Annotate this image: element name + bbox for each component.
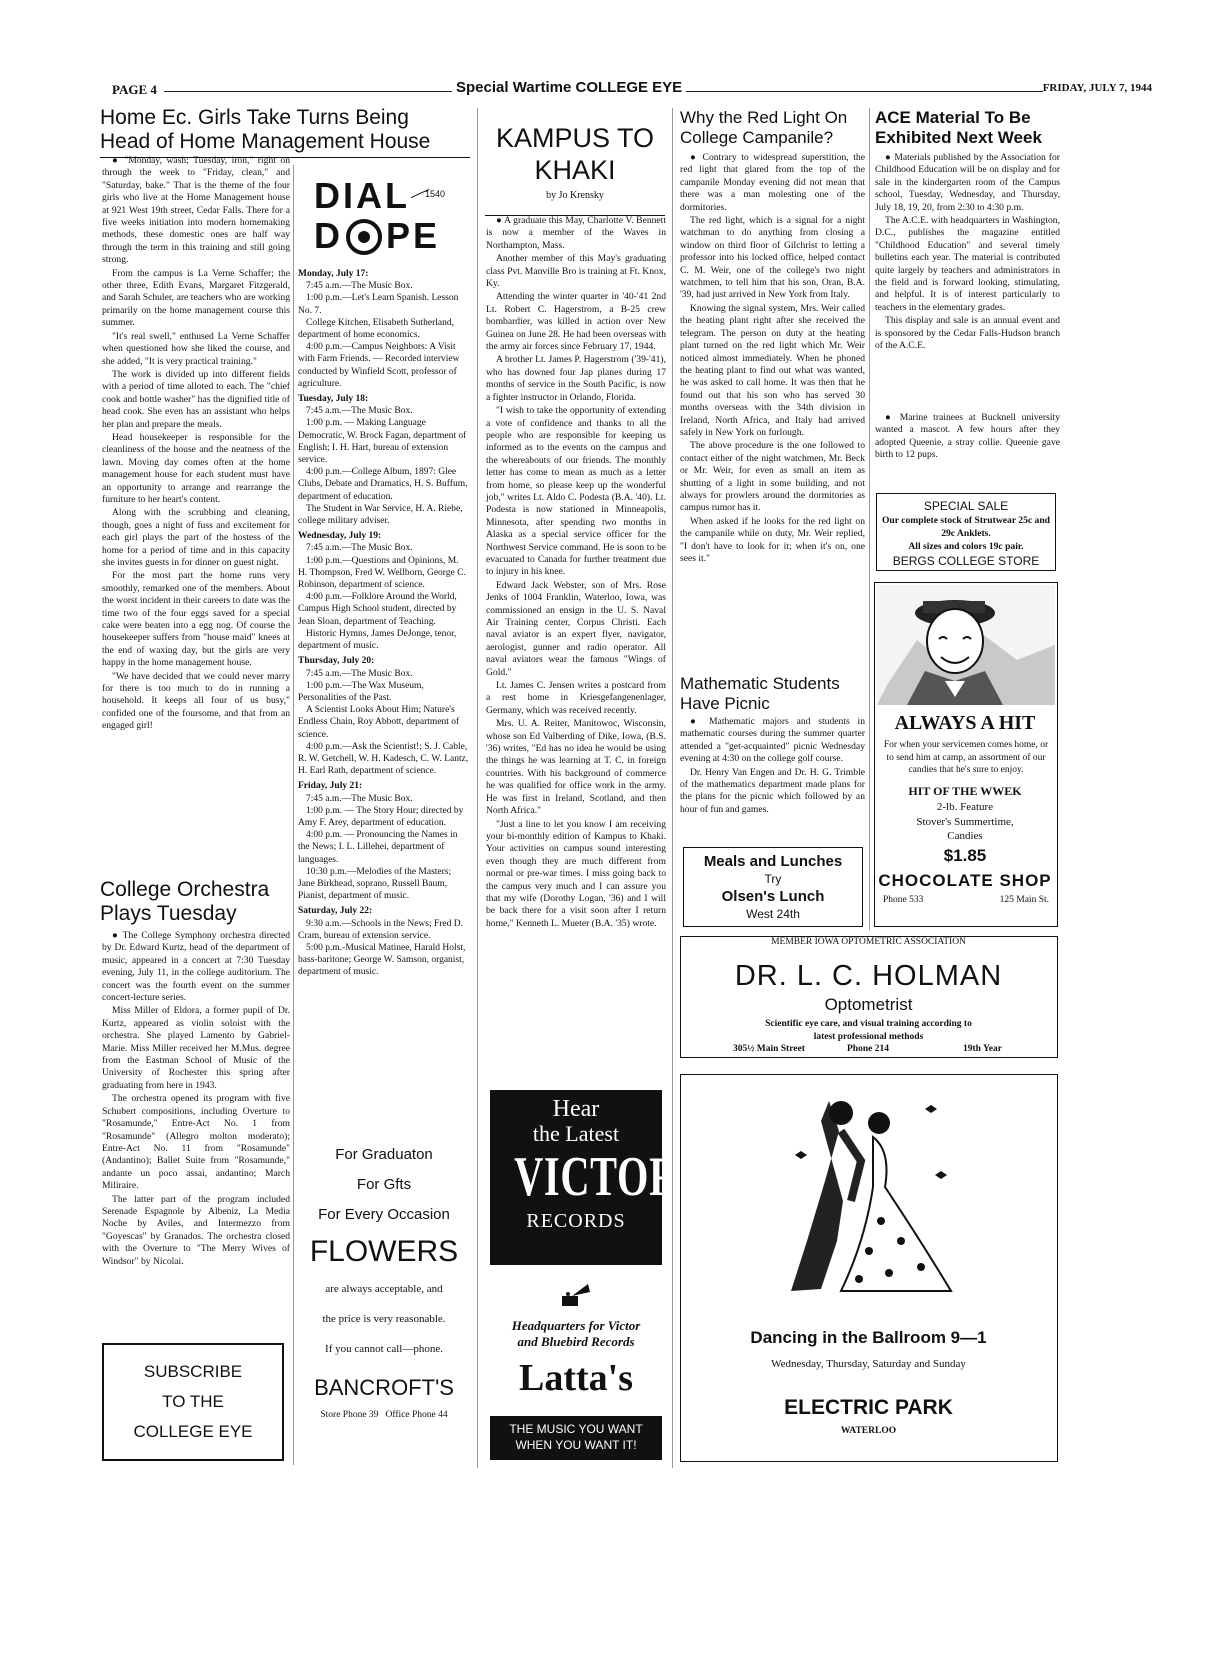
- electric-park-city: WATERLOO: [840, 1426, 897, 1436]
- schedule-item: 10:30 p.m.—Melodies of the Masters; Jane Birkhead, soprano, Russell Baum, Pianist, department of music.: [298, 866, 452, 902]
- ballroom-headline: Dancing in the Ballroom 9—1: [750, 1328, 987, 1347]
- chocolate-shop-address: 125 Main St.: [999, 895, 1049, 905]
- flowers-ad: [298, 1110, 470, 1422]
- picnic-headline: [680, 674, 865, 714]
- hit-feature: 2-lb. Feature: [936, 801, 994, 813]
- holman-ad: [680, 936, 1058, 1058]
- chocolate-shop-phone: Phone 533: [883, 895, 924, 905]
- soldier-illustration: [877, 585, 1055, 705]
- sale-title: SPECIAL SALE: [923, 499, 1009, 513]
- hit-candy: Candies: [947, 830, 983, 842]
- victor-slogan: [490, 1416, 662, 1460]
- ace-paragraph: ● Materials published by the Association for Childhood Education will be on display and for sale in the kindergarten room of the Campus school, Tuesday, Wednesday, and Thursday, July 18, 19, 20, from 2:30 to 4:30 p.m.: [875, 152, 1060, 213]
- meals-store-name: Olsen's Lunch: [721, 888, 825, 905]
- kampus-paragraph: Edward Jack Webster, son of Mrs. Rose Jenks of 1004 Franklin, Waterloo, Iowa, was commissioned an ensign in the U. S. Naval Air Training center, Corpus Christi. Each naval aviator is an expert flyer, navigator, aerologist, gunner and radio operator. All naval aviators wear the famous "Wings of Gold.": [486, 579, 666, 678]
- flowers-title: FLOWERS: [309, 1235, 459, 1268]
- schedule-item: 7:45 a.m.—The Music Box.: [306, 543, 413, 554]
- holman-member: MEMBER IOWA OPTOMETRIC ASSOCIATION: [771, 937, 966, 947]
- flowers-line: If you cannot call—phone.: [325, 1343, 443, 1355]
- orchestra-headline-line2: Plays Tuesday: [100, 901, 237, 925]
- orchestra-paragraph: Miss Miller of Eldora, a former pupil of Dr. Kurtz, appeared as violin soloist with the orchestra. She played Lamento by Gabriel-Marie. Miss Miller received her M.Mus. degree from the Eastman School of Music of the University of Rochester this spring after graduating from here in 1943.: [102, 1005, 290, 1091]
- schedule-item: 1:00 p.m.—Let's Learn Spanish. Lesson No. 7.: [298, 293, 459, 316]
- schedule-day: Tuesday, July 18:: [298, 394, 369, 405]
- ace-headline-line2: Exhibited Next Week: [875, 128, 1042, 147]
- schedule-item: 1:00 p.m. — The Story Hour; directed by Amy F. Arey, department of education.: [298, 805, 464, 828]
- kampus-byline: by Jo Krensky: [546, 190, 604, 201]
- kampus-title: KHAKI: [534, 155, 616, 185]
- page-number: PAGE 4: [112, 82, 157, 97]
- orchestra-headline-line1: College Orchestra: [100, 878, 270, 901]
- redlight-paragraph: ● Contrary to widespread superstition, the red light that glared from the top of the campanile Monday evening did not mean that there was a man molesting one of the dormitories.: [680, 152, 865, 213]
- kampus-paragraph: Another member of this May's graduating class Pvt. Manville Bro is training at Ft. Knox, Ky.: [486, 253, 666, 290]
- schedule-item: 9:30 a.m.—Schools in the News; Fred D. Cram, bureau of extension service.: [298, 918, 464, 941]
- meals-line: Meals and Lunches: [703, 853, 843, 870]
- flowers-line: the price is very reasonable.: [322, 1313, 446, 1325]
- flowers-store-name: BANCROFT'S: [314, 1375, 454, 1400]
- picnic-headline-line2: Have Picnic: [680, 694, 770, 713]
- victor-slogan-line: WHEN YOU WANT IT!: [515, 1438, 637, 1452]
- schedule-item: 7:45 a.m.—The Music Box.: [306, 281, 413, 292]
- kampus-paragraph: ● A graduate this May, Charlotte V. Bennett is now a member of the Waves in Northampton, Mass.: [486, 215, 666, 251]
- homeec-headline-line1: Home Ec. Girls Take Turns Being: [100, 106, 409, 129]
- subscribe-line: COLLEGE EYE: [133, 1422, 253, 1441]
- victor-line: Hear: [552, 1096, 600, 1122]
- schedule-item: College Kitchen, Elisabeth Sutherland, department of home economics.: [298, 317, 455, 341]
- homeec-paragraph: For the most part the home runs very smoothly, remarked one of the members. About the worst incident in their careers to date was the time two of the four eggs saved for a special cake were beaten into a egg nog. Of course the housekeeper suffers from "house maid" knees at the end of waxing day, but the girls are very happy in the home management house.: [102, 570, 290, 669]
- redlight-headline: [680, 108, 865, 148]
- redlight-paragraph: Knowing the signal system, Mrs. Weir called the heating plant right after she received the telegram. The person on duty at the heating plant turned on the red light which Mr. Weir noticed almost immediately. When he phoned the heating plant to find out what was wanted, he was asked to call home. It was then that he found out that his son who has served 30 months overseas with the 34th division in Ireland, North Africa, and Italy had arrived safely in New York on furlough.: [680, 302, 865, 438]
- hit-headline: ALWAYS A HIT: [894, 712, 1036, 734]
- dial-logo-letter: D: [314, 215, 340, 256]
- kampus-paragraph: Lt. James C. Jensen writes a postcard from a rest home in Kriesgefangenenlager, Germany, which was received recently.: [486, 680, 666, 716]
- flowers-line: For Every Occasion: [318, 1206, 450, 1223]
- hit-candy: Stover's Summertime,: [916, 816, 1014, 828]
- victor-slogan-line: THE MUSIC YOU WANT: [509, 1422, 643, 1436]
- redlight-paragraph: The red light, which is a signal for a night watchman to do anything from closing a window on third floor of Gilchrist to letting a professor into his locked office, helped contact C. M. Weir, one of the college's two night watchmen, to tell him that his son, Oran, B.A. '39, had just arrived in New York from Italy.: [680, 215, 865, 301]
- kampus-paragraph: Mrs. U. A. Reiter, Manitowoc, Wisconsin, whose son Ed Valberding of Dike, Iowa, (B.S. '36) writes, "Ed has no idea he would be using the things he was learning at T. C. in foreign countries. With his background of commerce he was qualified for office work in the army. He was first in Ireland, Scotland, and then North Africa.": [486, 718, 666, 817]
- schedule-item: 1:00 p.m.—The Wax Museum, Personalities of the Past.: [298, 680, 424, 703]
- homeec-paragraph: Along with the scrubbing and cleaning, though, goes a night of fuss and excitement for each girl plays the part of the hostess of the home for a period of time and in this capacity she invites guests in for dinner on guest night.: [102, 507, 290, 568]
- schedule-item: 4:00 p.m.—College Album, 1897: Glee Clubs, Debate and Dramatics, H. S. Buffum, department of education.: [298, 467, 468, 502]
- orchestra-paragraph: The latter part of the program included Serenade Espagnole by Albeniz, La Media Noche by Aviles, and Intermezzo from "Goyescas" by Granados. The orchestra closed with the Overture to "The Merry Wives of Windsor" by Nicolai.: [102, 1193, 290, 1267]
- schedule-day: Monday, July 17:: [298, 269, 369, 279]
- holman-desc: latest professional methods: [813, 1032, 924, 1042]
- redlight-paragraph: When asked if he looks for the red light on the campanile while on duty, Mr. Weir replied, "I don't have to look for it; when it's on, one sees it.": [680, 515, 865, 564]
- subscribe-line: TO THE: [162, 1392, 224, 1411]
- homeec-paragraph: The work is divided up into different fields with a period of time alloted to each. The "chief cook and bottle washer" has the dignified title of head cook. She even has an assistant who helps her plan and prepare the meals.: [102, 368, 290, 430]
- marine-paragraph: ● Marine trainees at Bucknell university wanted a mascot. A few hours after they adopted Queenie, a stray collie. Queenie gave birth to 12 pups.: [875, 412, 1060, 461]
- ace-body: [875, 152, 1060, 354]
- orchestra-headline: [100, 878, 290, 925]
- flowers-line: For Graduaton: [335, 1146, 433, 1163]
- schedule-item: 4:00 p.m.—Ask the Scientist!; S. J. Cable, R. W. Getchell, W. H. Kadesch, C. W. Lantz, H. Earl Rath, department of science.: [298, 741, 469, 777]
- subscribe-ad: [102, 1343, 284, 1461]
- schedule-item: 5:00 p.m.-Musical Matinee, Harald Holst, bass-baritone; George W. Samson, organist, department of music.: [298, 942, 466, 978]
- schedule-day: Friday, July 21:: [298, 781, 363, 792]
- schedule-item: Historic Hymns, James DeJonge, tenor, department of music.: [298, 628, 457, 652]
- ballroom-days: Wednesday, Thursday, Saturday and Sunday: [771, 1358, 966, 1370]
- sale-line: All sizes and colors 19c pair.: [908, 541, 1024, 552]
- homeec-paragraph: Head housekeeper is responsible for the cleanliness of the house and the neatness of the lawn. Moving day comes often at the home management house for each student must have an opportunity to arrange and rearrange the furniture to her heart's content.: [102, 431, 290, 505]
- victor-records-ad: [490, 1090, 679, 1462]
- picnic-body: [680, 716, 865, 817]
- column-rule: [869, 108, 870, 930]
- flowers-line: For Gfts: [356, 1176, 412, 1193]
- issue-date: FRIDAY, JULY 7, 1944: [1042, 82, 1152, 94]
- meals-line: Try: [764, 872, 782, 886]
- holman-desc: Scientific eye care, and visual training according to: [765, 1019, 972, 1029]
- schedule-item: 4:00 p.m.—Folklore Around the World, Campus High School student, directed by Jean Sloan, department of Teaching.: [298, 592, 457, 627]
- holman-phone: Phone 214: [847, 1044, 889, 1054]
- schedule-item: 1:00 p.m.—Questions and Opinions, M. H. Thompson, Fred W. Wellborn, George C. Robinson, department of science.: [298, 555, 466, 591]
- homeec-headline-line2: Head of Home Management House: [100, 129, 431, 153]
- orchestra-paragraph: The orchestra opened its program with five Schubert compositions, including Overture to "Rosamunde," Entre-Act No. 1 from "Rosamunde" (Allegro molton moderato); Entre-Act No. 11 from "Rosamunde" (Andantino); Ballet Suite from "Rosamunde," andante un poco assai, andantino; March Miliraire.: [102, 1093, 290, 1192]
- holman-address: 305½ Main Street: [733, 1044, 805, 1054]
- dial-logo-word: PE: [386, 215, 441, 256]
- kampus-paragraph: "Just a line to let you know I am receiving your bi-monthly edition of Kampus to Khaki. Your activities on campus sound interesting even though they are much different from normal or pre-war times. I miss going back to the campus very much and I can assure you that my wife (Dorothy Logan, '36) and I will be back there for a visit soon after I return home," Kenneth L. Mueter (B.A. '35) wrote.: [486, 818, 666, 929]
- masthead: [112, 80, 1152, 102]
- chocolate-shop-name: CHOCOLATE SHOP: [878, 871, 1052, 890]
- homeec-paragraph: "It's real swell," enthused La Verne Schaffer when questioned how she liked the course, and she added, "It is very practical training.": [102, 330, 290, 367]
- kampus-paragraph: "I wish to take the opportunity of extending a vote of confidence and thanks to all the people who are responsible for keeping us informed as to the events on the campus and the whereabouts of our friends. The monthly letter has come to mean as much as a letter from home, so please keep up the wonderful job," writes Lt. Aldo C. Podesta (B.A. '40). Lt. Podesta is now stationed in Minneapolis, Minnesota, after spending two months in Alaska as a special service officer for the Northwest Service command. He is soon to be evacuated to Canada for further treatment due to injury in his knee.: [486, 405, 666, 578]
- homeec-paragraph: ● "Monday, wash; Tuesday, iron," right on through the week to "Friday, clean," and "Saturday, bake." That is the theme of the four girls who live at the Home Management house at 921 West 19th street, Cedar Falls. There for a five weeks initiation into modern homemaking methods, these domestic ones are half way through the term in this training and still going strong.: [102, 155, 290, 266]
- ace-paragraph: The A.C.E. with headquarters in Washington, D.C., publishes the magazine entitled "Childhood Education" and several timely bulletins each year. The material is contributed quite largely by teachers and administrators in the field and is forward looking, stimulating, and helpful. It is of interest particularly to teachers in the elementary grades.: [875, 215, 1060, 313]
- schedule-day: Saturday, July 22:: [298, 906, 373, 917]
- redlight-paragraph: The above procedure is the one followed to contact either of the night watchmen, Mr. Beck or Mr. Weir, for even as small an item as shutting of a light in some building, and not always for prowlers around the dormitories as campus rumor has it.: [680, 440, 865, 514]
- radio-schedule: [298, 265, 470, 979]
- schedule-item: 1:00 p.m. — Making Language Democratic, W. Brock Fagan, department of English; I. H. Hart, bureau of extension service.: [298, 418, 467, 466]
- lattas-store-name: Latta's: [519, 1357, 633, 1399]
- special-sale-ad: [876, 493, 1056, 571]
- chocolate-shop-ad: [874, 582, 1058, 927]
- picnic-paragraph: ● Mathematic majors and students in mathematic courses during the summer quarter attended a "get-acquainted" picnic Wednesday evening at 4:30 on the college golf course.: [680, 716, 865, 765]
- holman-year: 19th Year: [963, 1044, 1002, 1054]
- column-rule: [672, 108, 673, 1468]
- redlight-body: [680, 152, 865, 566]
- kampus-body: [486, 215, 666, 931]
- kampus-paragraph: A brother Lt. James P. Hagerstrom ('39-'41), who has downed four Jap planes during 17 months of service in the South Pacific, is now a fighter instructor in Orlando, Florida.: [486, 354, 666, 403]
- hit-price: $1.85: [943, 846, 987, 865]
- sale-line: Our complete stock of Strutwear 25c and 29c Anklets.: [881, 515, 1051, 539]
- column-rule: [477, 108, 478, 1468]
- dial-logo-word: DIAL: [314, 175, 410, 216]
- gramophone-icon: [560, 1282, 592, 1308]
- ace-headline: [875, 108, 1060, 148]
- record-dial-icon: [346, 219, 382, 255]
- dial-dope-logo: [300, 175, 470, 260]
- schedule-day: Wednesday, July 19:: [298, 531, 382, 542]
- schedule-item: 4:00 p.m.—Campus Neighbors: A Visit with Farm Friends. — Recorded interview conducted by Winfield Scott, professor of agriculture.: [298, 342, 460, 389]
- picnic-headline-line1: Mathematic Students: [680, 674, 840, 693]
- marine-article: [875, 412, 1060, 463]
- victor-brand: VICTOR: [514, 1146, 679, 1208]
- holman-title: Optometrist: [824, 995, 913, 1014]
- kampus-header: [485, 122, 665, 216]
- schedule-item: 7:45 a.m.—The Music Box.: [306, 406, 413, 417]
- victor-tagline-line: Headquarters for Victor: [511, 1318, 641, 1333]
- dial-frequency: 1540: [425, 189, 446, 199]
- victor-tagline: [490, 1318, 662, 1350]
- dancers-illustration: [781, 1091, 961, 1311]
- schedule-item: 7:45 a.m.—The Music Box.: [306, 793, 413, 804]
- meals-line: West 24th: [746, 907, 800, 921]
- sale-store-name: BERGS COLLEGE STORE: [892, 554, 1040, 568]
- ace-headline-line1: ACE Material To Be: [875, 108, 1031, 127]
- homeec-body: [102, 155, 290, 734]
- homeec-paragraph: "We have decided that we could never marry for there is too much to do in running a household. It keeps all four of us busy," confided one of the foursome, and that from an engaged girl!: [102, 670, 290, 732]
- hit-body: For when your servicemen comes home, or to send him at camp, an assortment of our candies that he's sure to enjoy.: [883, 740, 1049, 775]
- victor-line: RECORDS: [526, 1210, 626, 1232]
- subscribe-line: SUBSCRIBE: [143, 1362, 243, 1381]
- schedule-item: 7:45 a.m.—The Music Box.: [306, 668, 413, 679]
- victor-line: the Latest: [532, 1121, 620, 1146]
- picnic-paragraph: Dr. Henry Van Engen and Dr. H. G. Trimble of the mathematics department made plans for the plans for the picnic which followed by an hour of fun and games.: [680, 766, 865, 815]
- homeec-paragraph: From the campus is La Verne Schaffer; the other three, Edith Evans, Margaret Fitzgerald, and Sarah Schuler, are teachers who are working primarily on the home management course this summer.: [102, 267, 290, 329]
- electric-park-name: ELECTRIC PARK: [784, 1396, 953, 1419]
- orchestra-paragraph: ● The College Symphony orchestra directed by Dr. Edward Kurtz, head of the department of music, appeared in a concert at 7:30 Tuesday evening, July 11, in the college auditorium. The concert was the fourth event on the summer concert-lecture series.: [102, 930, 290, 1004]
- schedule-item: 4:00 p.m. — Pronouncing the Names in the News; I. L. Lillehei, department of languages.: [298, 830, 458, 865]
- victor-tagline-line: and Bluebird Records: [517, 1334, 635, 1349]
- flowers-line: are always acceptable, and: [325, 1283, 443, 1295]
- meals-ad: [683, 847, 863, 927]
- homeec-headline: [100, 106, 470, 153]
- redlight-headline-line2: College Campanile?: [680, 128, 834, 147]
- schedule-item: A Scientist Looks About Him; Nature's Endless Chain, Roy Abbott, department of science.: [298, 705, 460, 740]
- column-rule: [293, 165, 294, 1465]
- victor-banner: [490, 1090, 679, 1265]
- schedule-day: Thursday, July 20:: [298, 656, 375, 667]
- homeec-article: [100, 106, 470, 158]
- paper-name: Special Wartime COLLEGE EYE: [452, 79, 686, 96]
- ballroom-ad: [680, 1074, 1058, 1462]
- ace-paragraph: This display and sale is an annual event and is sponsored by the Cedar Falls-Hudson branch of the A.C.E.: [875, 315, 1060, 352]
- hit-subhead: HIT OF THE WWEK: [908, 784, 1022, 798]
- kampus-paragraph: Attending the winter quarter in '40-'41 2nd Lt. Robert C. Hagerstrom, a B-25 crew bombardier, was killed in action over New Guinea on June 28. He had been overseas with the army air forces since February 17, 1944.: [486, 291, 666, 353]
- redlight-headline-line1: Why the Red Light On: [680, 108, 848, 127]
- holman-name: DR. L. C. HOLMAN: [734, 960, 1003, 992]
- orchestra-body: [102, 930, 290, 1269]
- schedule-item: The Student in War Service, H. A. Riebe, college military adviser.: [298, 503, 463, 527]
- flowers-phones: Store Phone 39 Office Phone 44: [320, 1410, 448, 1420]
- kampus-title: KAMPUS TO: [495, 123, 655, 153]
